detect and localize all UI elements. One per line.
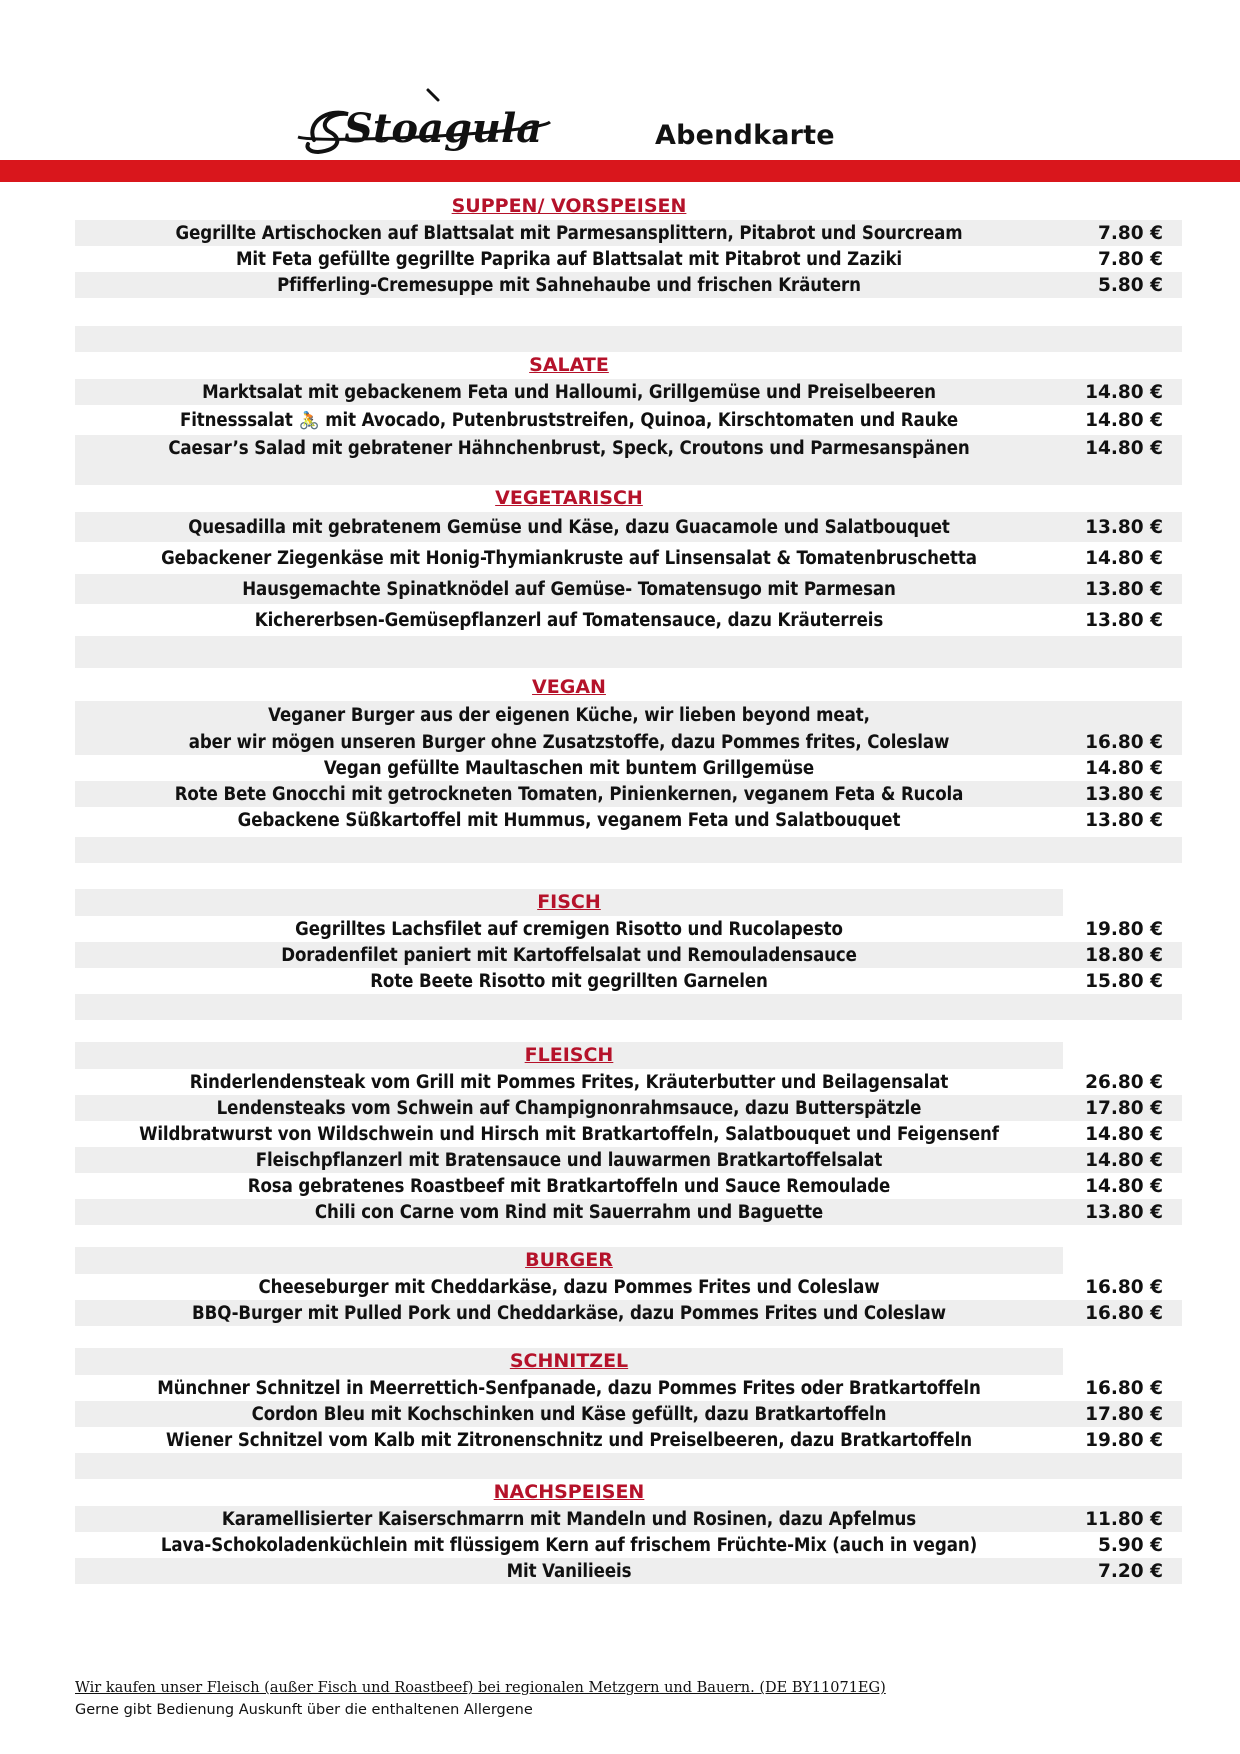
spacer	[75, 1453, 1182, 1479]
dish-name: Cordon Bleu mit Kochschinken und Käse gefüllt, dazu Bratkartoffeln	[251, 1403, 887, 1425]
dish-price: 19.80 €	[1085, 918, 1163, 940]
dish-name: aber wir mögen unseren Burger ohne Zusatzstoffe, dazu Pommes frites, Coleslaw	[188, 731, 950, 753]
menu-item	[75, 916, 1182, 942]
dish-price: 11.80 €	[1085, 1508, 1163, 1530]
dish-name: Mit Vanilieeis	[506, 1560, 632, 1582]
spacer	[75, 1020, 1182, 1042]
dish-name: Rinderlendensteak vom Grill mit Pommes Frites, Kräuterbutter und Beilagensalat	[189, 1071, 949, 1093]
dish-price: 5.80 €	[1098, 274, 1163, 296]
dish-name: Wildbratwurst von Wildschwein und Hirsch mit Bratkartoffeln, Salatbouquet und Feigensenf	[139, 1123, 999, 1145]
page-title: Abendkarte	[655, 120, 835, 151]
menu-item	[75, 1532, 1182, 1558]
dish-name: Rote Bete Gnocchi mit getrockneten Tomaten, Pinienkernen, veganem Feta & Rucola	[174, 783, 964, 805]
menu-item	[75, 701, 1182, 729]
dish-name: Kichererbsen-Gemüsepflanzerl auf Tomatensauce, dazu Kräuterreis	[254, 609, 884, 631]
dish-price: 17.80 €	[1085, 1097, 1163, 1119]
dish-price: 14.80 €	[1085, 757, 1163, 779]
dish-price: 16.80 €	[1085, 1377, 1163, 1399]
menu-item	[75, 1274, 1182, 1300]
dish-price: 14.80 €	[1085, 1175, 1163, 1197]
dish-price: 17.80 €	[1085, 1403, 1163, 1425]
menu-item	[75, 729, 1182, 755]
menu-item	[75, 1199, 1182, 1225]
section-title-salate: SALATE	[529, 354, 609, 376]
dish-name: Quesadilla mit gebratenem Gemüse und Käse, dazu Guacamole und Salatbouquet	[188, 516, 950, 538]
spacer	[75, 994, 1182, 1020]
menu-item	[75, 1558, 1182, 1584]
spacer	[75, 298, 1182, 326]
menu-item	[75, 1375, 1182, 1401]
dish-name: Gebackener Ziegenkäse mit Honig-Thymiankruste auf Linsensalat & Tomatenbruschetta	[161, 547, 977, 569]
menu-item	[75, 968, 1182, 994]
menu-item	[75, 604, 1182, 636]
dish-name: Rosa gebratenes Roastbeef mit Bratkartoffeln und Sauce Remoulade	[247, 1175, 891, 1197]
menu-list	[75, 193, 1182, 1584]
dish-price: 7.20 €	[1098, 1560, 1163, 1582]
menu-item	[75, 1121, 1182, 1147]
menu-item	[75, 246, 1182, 272]
menu-item	[75, 405, 1182, 435]
menu-item	[75, 1069, 1182, 1095]
dish-name: Mit Feta gefüllte gegrillte Paprika auf Blattsalat mit Pitabrot und Zaziki	[235, 248, 903, 270]
section-title-suppen: SUPPEN/ VORSPEISEN	[451, 195, 687, 217]
spacer	[75, 636, 1182, 668]
dish-price: 14.80 €	[1085, 381, 1163, 403]
menu-item	[75, 220, 1182, 246]
dish-price: 18.80 €	[1085, 944, 1163, 966]
dish-name: Lendensteaks vom Schwein auf Champignonrahmsauce, dazu Butterspätzle	[216, 1097, 922, 1119]
dish-name: Gebackene Süßkartoffel mit Hummus, veganem Feta und Salatbouquet	[237, 809, 901, 831]
dish-name: Fleischpflanzerl mit Bratensauce und lauwarmen Bratkartoffelsalat	[255, 1149, 883, 1171]
dish-price: 26.80 €	[1085, 1071, 1163, 1093]
footer-allergen-note: Gerne gibt Bedienung Auskunft über die enthaltenen Allergene	[75, 1702, 533, 1718]
section-title-schnitzel: SCHNITZEL	[75, 1348, 1063, 1375]
dish-name: Pfifferling-Cremesuppe mit Sahnehaube und frischen Kräutern	[277, 274, 861, 296]
menu-item	[75, 1173, 1182, 1199]
dish-name: Marktsalat mit gebackenem Feta und Halloumi, Grillgemüse und Preiselbeeren	[202, 381, 936, 403]
menu-item	[75, 512, 1182, 542]
dish-price: 7.80 €	[1098, 248, 1163, 270]
dish-name: Gegrillte Artischocken auf Blattsalat mit Parmesansplittern, Pitabrot und Sourcream	[175, 222, 963, 244]
logo-text: Stoagula	[344, 105, 543, 152]
section-title-vegan: VEGAN	[532, 676, 606, 698]
dish-price: 13.80 €	[1085, 783, 1163, 805]
footer-sourcing-note: Wir kaufen unser Fleisch (außer Fisch und Roastbeef) bei regionalen Metzgern und Bauern. (DE BY11071EG)	[75, 1680, 886, 1696]
dish-price: 14.80 €	[1085, 547, 1163, 569]
dish-name-part: Fitnesssalat	[179, 409, 293, 431]
menu-item	[75, 807, 1182, 833]
menu-item	[75, 542, 1182, 574]
dish-price: 16.80 €	[1085, 731, 1163, 753]
dish-price: 14.80 €	[1085, 409, 1163, 431]
dish-name: Rote Beete Risotto mit gegrillten Garnelen	[370, 970, 768, 992]
spacer	[75, 326, 1182, 352]
section-title-fisch: FISCH	[75, 889, 1063, 916]
menu-item	[75, 379, 1182, 405]
dish-name: Lava-Schokoladenküchlein mit flüssigem Kern auf frischem Früchte-Mix (auch in vegan)	[160, 1534, 978, 1556]
menu-item	[75, 435, 1182, 461]
dish-price: 13.80 €	[1085, 1201, 1163, 1223]
dish-price: 14.80 €	[1085, 1123, 1163, 1145]
dish-name: Hausgemachte Spinatknödel auf Gemüse- Tomatensugo mit Parmesan	[242, 578, 896, 600]
section-title-burger: BURGER	[75, 1247, 1063, 1274]
dish-name: Caesar’s Salad mit gebratener Hähnchenbrust, Speck, Croutons und Parmesanspänen	[168, 437, 970, 459]
dish-name: BBQ-Burger mit Pulled Pork und Cheddarkäse, dazu Pommes Frites und Coleslaw	[192, 1302, 946, 1324]
dish-price: 13.80 €	[1085, 609, 1163, 631]
dish-name: Veganer Burger aus der eigenen Küche, wir lieben beyond meat,	[268, 704, 870, 726]
menu-item	[75, 755, 1182, 781]
dish-name: Wiener Schnitzel vom Kalb mit Zitronenschnitz und Preiselbeeren, dazu Bratkartoffeln	[166, 1429, 972, 1451]
dish-price: 19.80 €	[1085, 1429, 1163, 1451]
section-title-fleisch: FLEISCH	[75, 1042, 1063, 1069]
menu-item	[75, 272, 1182, 298]
dish-name: Münchner Schnitzel in Meerrettich-Senfpanade, dazu Pommes Frites oder Bratkartoffeln	[157, 1377, 981, 1399]
dish-name	[75, 410, 1063, 431]
spacer	[75, 1326, 1182, 1348]
menu-item	[75, 942, 1182, 968]
header-red-bar	[0, 160, 1240, 182]
cyclist-icon: 🚴	[298, 410, 320, 431]
menu-item	[75, 574, 1182, 604]
dish-price: 13.80 €	[1085, 578, 1163, 600]
dish-name: Karamellisierter Kaiserschmarrn mit Mandeln und Rosinen, dazu Apfelmus	[221, 1508, 917, 1530]
spacer	[75, 863, 1182, 889]
dish-price: 14.80 €	[1085, 437, 1163, 459]
dish-price: 16.80 €	[1085, 1302, 1163, 1324]
dish-price: 5.90 €	[1098, 1534, 1163, 1556]
menu-item	[75, 781, 1182, 807]
dish-price: 16.80 €	[1085, 1276, 1163, 1298]
spacer	[75, 461, 1182, 485]
restaurant-logo	[288, 82, 568, 166]
spacer	[75, 837, 1182, 863]
menu-item	[75, 1147, 1182, 1173]
dish-price: 13.80 €	[1085, 809, 1163, 831]
dish-price: 15.80 €	[1085, 970, 1163, 992]
section-title-nachspeisen: NACHSPEISEN	[493, 1481, 645, 1503]
menu-item	[75, 1300, 1182, 1326]
dish-price: 7.80 €	[1098, 222, 1163, 244]
menu-item	[75, 1506, 1182, 1532]
menu-item	[75, 1401, 1182, 1427]
spacer	[75, 1225, 1182, 1247]
dish-name: Chili con Carne vom Rind mit Sauerrahm und Baguette	[314, 1201, 824, 1223]
dish-name-part: mit Avocado, Putenbruststreifen, Quinoa, Kirschtomaten und Rauke	[325, 409, 959, 431]
dish-price: 13.80 €	[1085, 516, 1163, 538]
dish-name: Doradenfilet paniert mit Kartoffelsalat und Remouladensauce	[281, 944, 857, 966]
dish-name: Gegrilltes Lachsfilet auf cremigen Risotto und Rucolapesto	[295, 918, 843, 940]
menu-item	[75, 1095, 1182, 1121]
dish-name: Vegan gefüllte Maultaschen mit buntem Grillgemüse	[323, 757, 815, 779]
menu-item	[75, 1427, 1182, 1453]
dish-name: Cheeseburger mit Cheddarkäse, dazu Pommes Frites und Coleslaw	[258, 1276, 880, 1298]
footer	[75, 1680, 886, 1718]
dish-price: 14.80 €	[1085, 1149, 1163, 1171]
section-title-vegetarisch: VEGETARISCH	[495, 487, 643, 509]
